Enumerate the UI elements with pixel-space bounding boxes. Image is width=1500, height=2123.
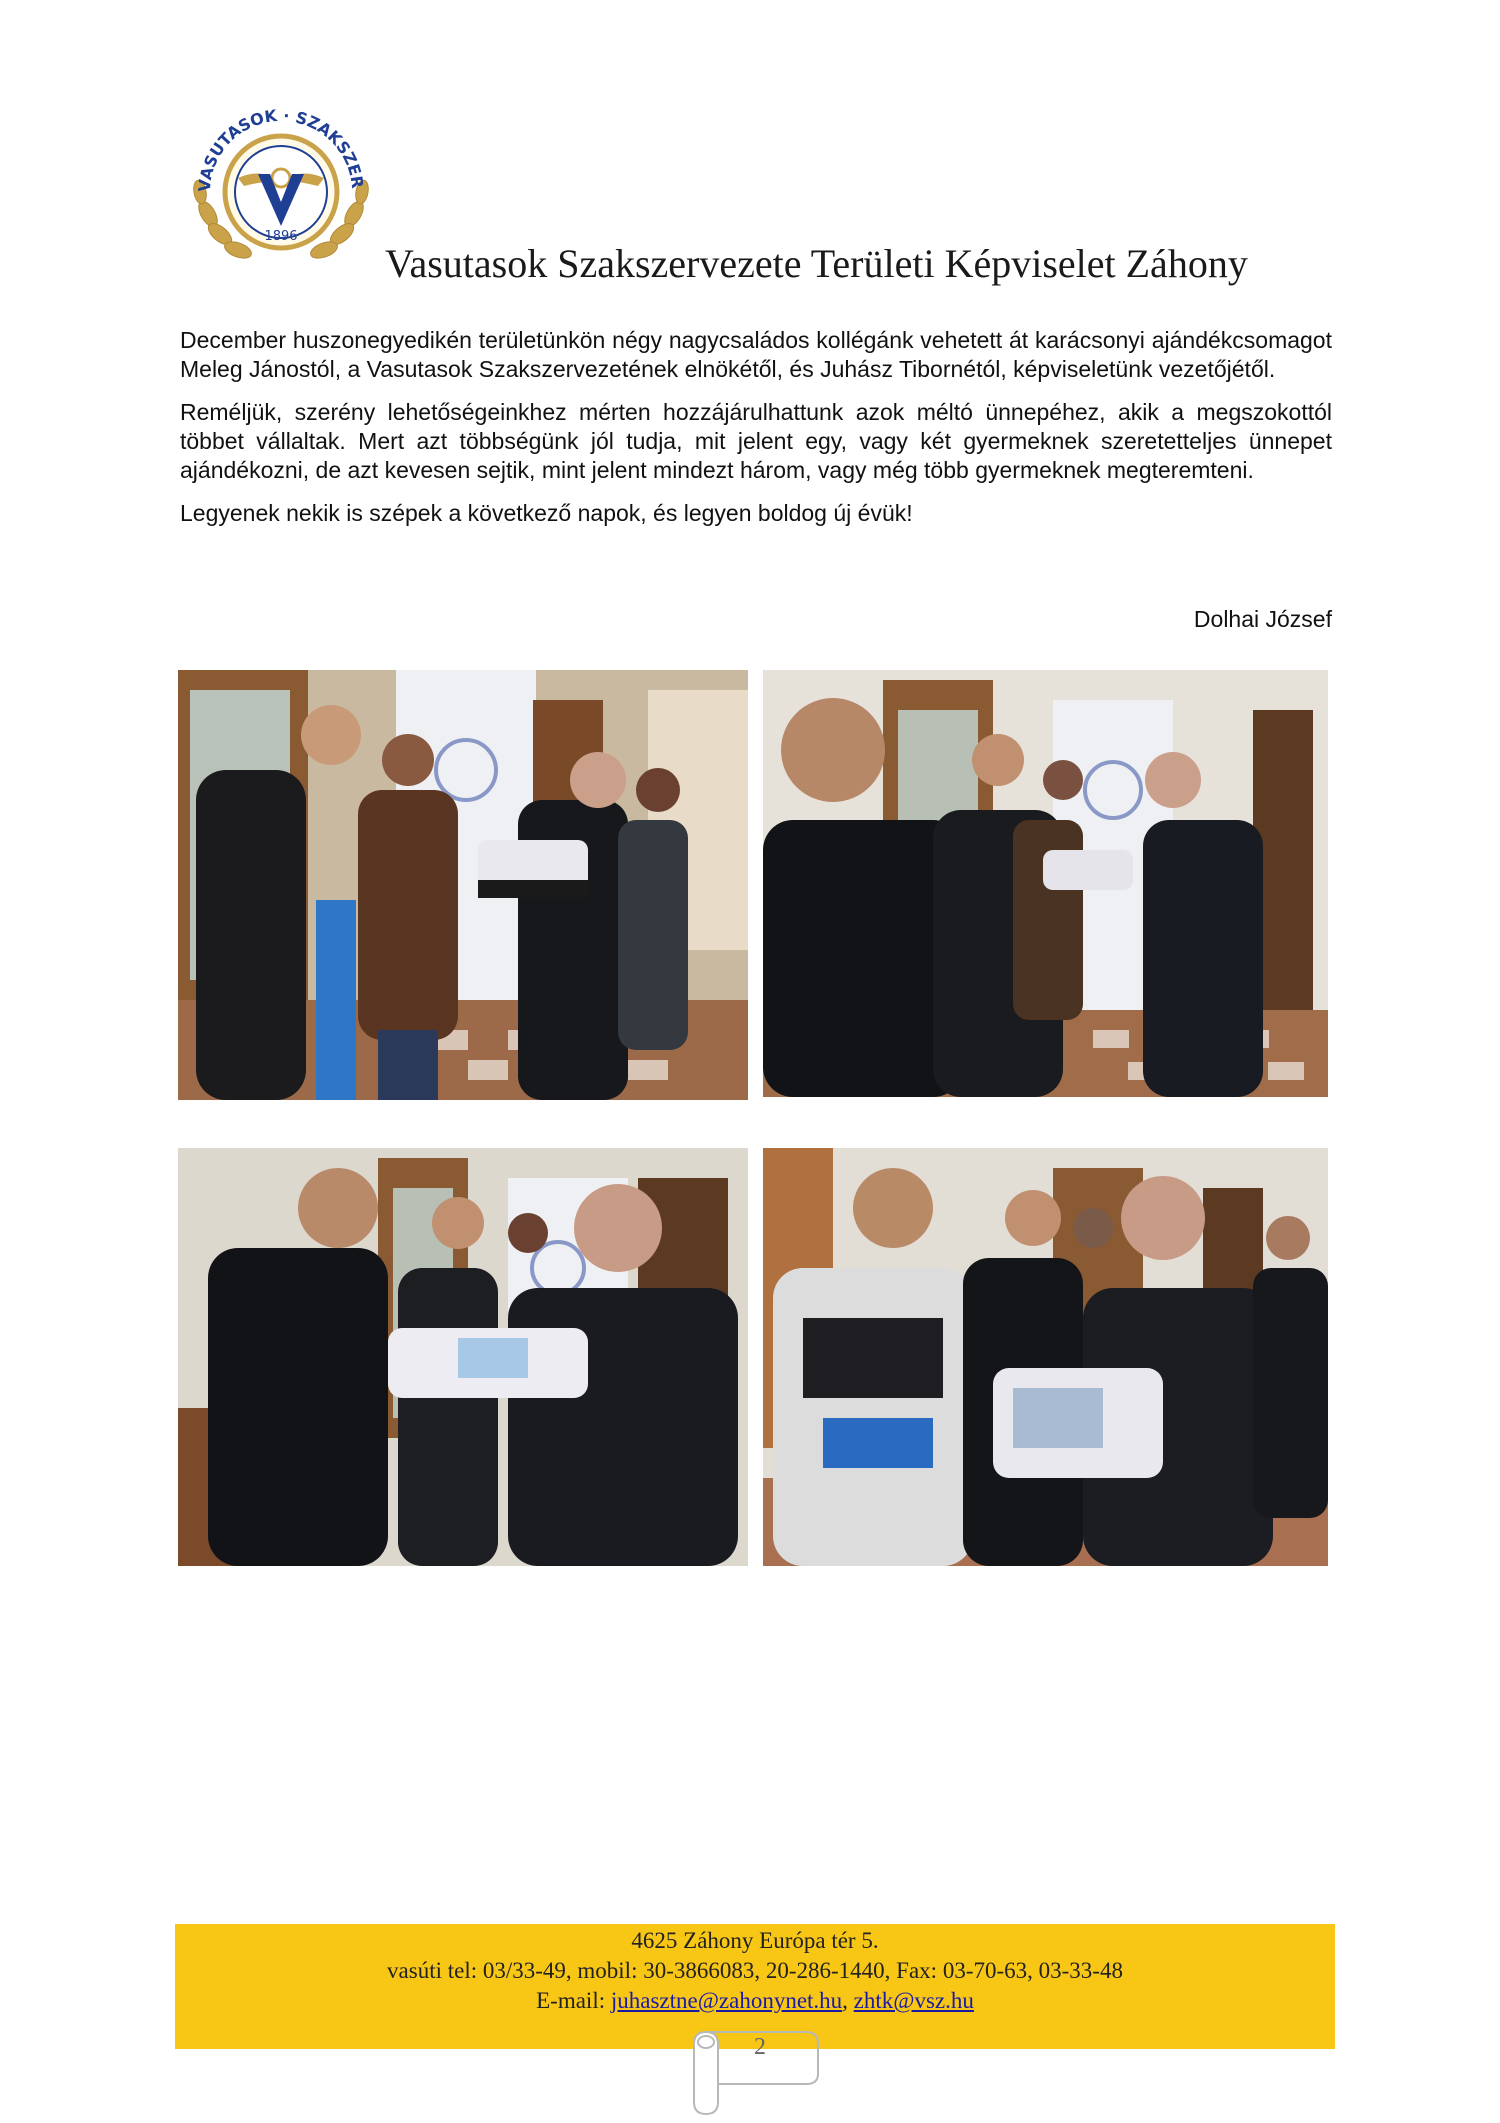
email-link-zhtk[interactable]: zhtk@vsz.hu xyxy=(853,1988,974,2013)
footer-address: 4625 Záhony Európa tér 5. xyxy=(631,1928,879,1953)
paragraph-3: Legyenek nekik is szépek a következő napok, és legyen boldog új évük! xyxy=(180,500,913,526)
page-title: Vasutasok Szakszervezete Területi Képviselet Záhony xyxy=(385,241,1248,286)
footer-phones: vasúti tel: 03/33-49, mobil: 30-3866083, 20-286-1440, Fax: 03-70-63, 03-33-48 xyxy=(387,1958,1123,1983)
photo-gift-handover-2 xyxy=(763,670,1328,1097)
logo-year: 1896 xyxy=(264,229,298,244)
article-body xyxy=(180,326,1332,542)
logo-arc-text: VASUTASOK · SZAKSZER xyxy=(194,105,368,193)
paragraph-1: December huszonegyedikén területünkön négy nagycsaládos kollégánk vehetett át karácsonyi ajándékcsomagot Meleg Jánostól, a Vasutasok Szakszervezetének elnökétől, és Juhász Tibornétól, képviseletünk vezetőjétől. xyxy=(180,327,1332,382)
author-signature: Dolhai József xyxy=(1193,606,1332,632)
photo-gift-handover-4 xyxy=(763,1148,1328,1566)
photo-gift-handover-1 xyxy=(178,670,748,1100)
footer-email-label: E-mail: xyxy=(536,1988,606,2013)
photo-gift-handover-3 xyxy=(178,1148,748,1566)
email-link-juhasztne[interactable]: juhasztne@zahonynet.hu xyxy=(610,1988,843,2013)
page-number: 2 xyxy=(754,2034,766,2060)
footer-email-separator: , xyxy=(842,1988,848,2013)
footer-email-line xyxy=(175,1986,1335,2016)
paragraph-2: Reméljük, szerény lehetőségeinkhez mérten hozzájárulhattunk azok méltó ünnepéhez, akik a megszokottól többet vállaltak. Mert azt többségünk jól tudja, mit jelent egy, vagy két gyermeknek szeretetteljes ünnepet ajándékozni, de azt kevesen sejtik, mint jelent mindezt három, vagy még több gyermeknek megteremteni. xyxy=(180,399,1332,483)
union-logo xyxy=(188,94,374,274)
